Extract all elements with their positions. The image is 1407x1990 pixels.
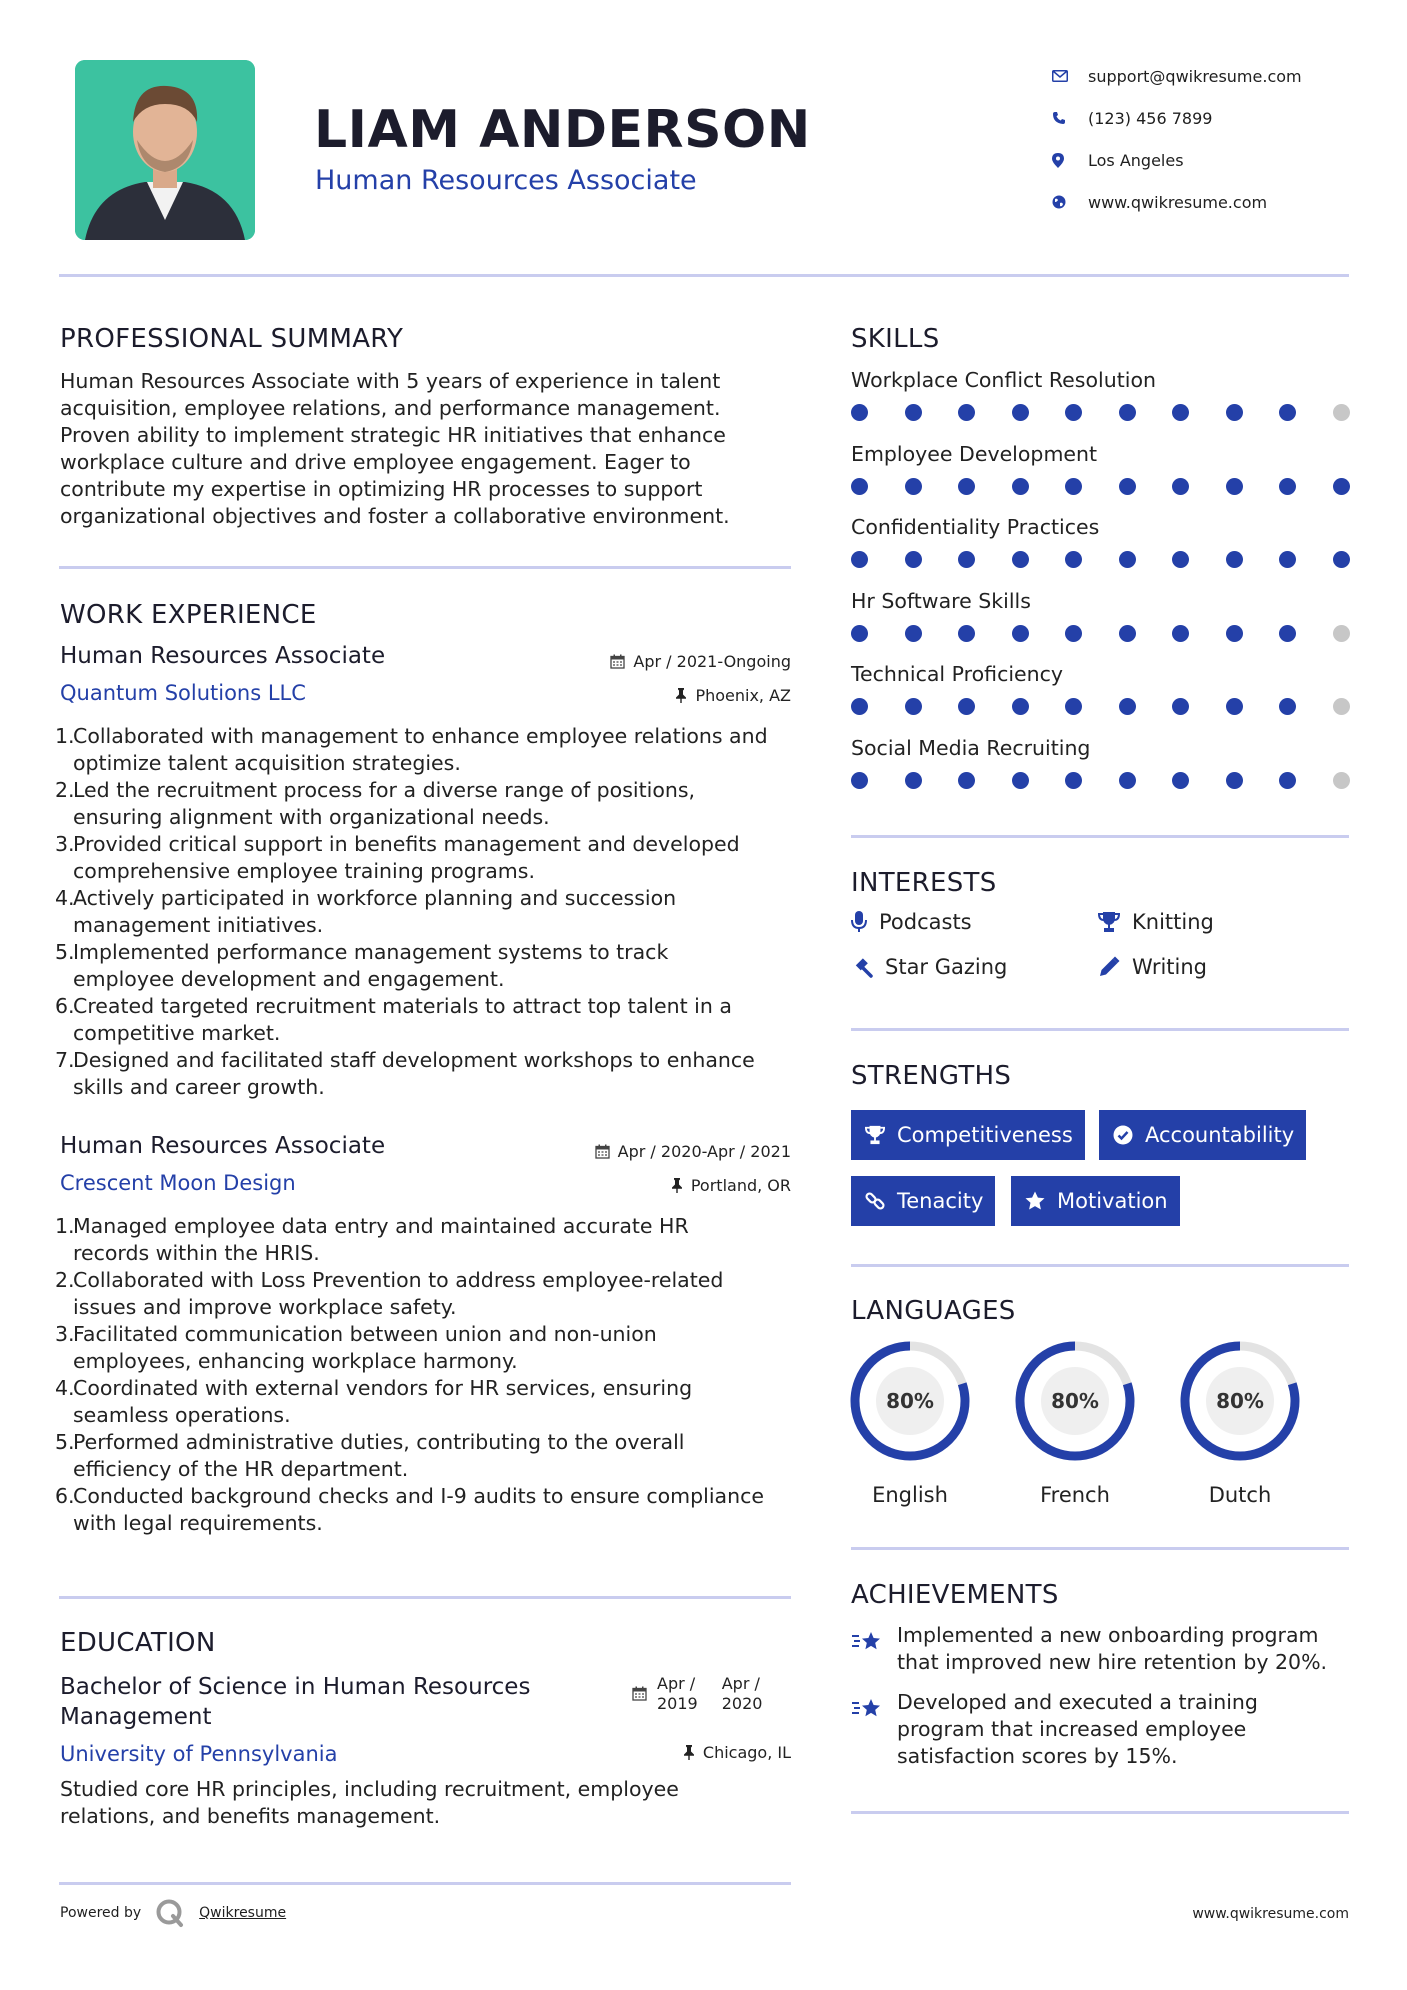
item-line: issues and improve workplace safety. — [73, 1295, 457, 1319]
calendar-icon — [595, 1144, 610, 1159]
skill-name: Workplace Conflict Resolution — [851, 368, 1156, 392]
rating-dot-filled — [851, 478, 868, 495]
rating-dot-filled — [958, 698, 975, 715]
interest-item — [851, 910, 972, 934]
interest-label: Star Gazing — [885, 955, 1008, 979]
item-text — [73, 1321, 800, 1375]
item-text — [73, 1267, 800, 1321]
degree-line: Management — [60, 1704, 212, 1730]
interest-item — [1098, 955, 1207, 979]
list-item — [55, 723, 800, 777]
interest-item — [1098, 910, 1214, 934]
rating-dot-empty — [1333, 404, 1350, 421]
email-text: support@qwikresume.com — [1088, 66, 1302, 86]
section-divider — [59, 566, 791, 569]
achievement-line: satisfaction scores by 15%. — [897, 1744, 1178, 1768]
footer-divider — [59, 1882, 791, 1885]
phone-text: (123) 456 7899 — [1088, 108, 1213, 128]
item-line: Collaborated with Loss Prevention to address employee-related — [73, 1268, 724, 1292]
rating-dot-empty — [1333, 772, 1350, 789]
trophy-icon — [1098, 911, 1120, 933]
job-location — [675, 686, 791, 705]
strength-label: Motivation — [1057, 1189, 1168, 1213]
contact-location — [1048, 139, 1378, 181]
rating-dot-filled — [1172, 625, 1189, 642]
list-item — [55, 777, 800, 831]
rating-dot-filled — [851, 551, 868, 568]
rating-dot-filled — [1172, 551, 1189, 568]
language-percent: 80% — [1216, 1389, 1264, 1413]
summary-text — [60, 368, 800, 530]
item-number: 6. — [55, 1484, 75, 1508]
rating-dot-filled — [1333, 551, 1350, 568]
location-text: Portland, OR — [690, 1176, 791, 1195]
summary-line: contribute my expertise in optimizing HR processes to support — [60, 477, 703, 501]
location-text: Los Angeles — [1088, 150, 1184, 170]
item-number: 5. — [55, 1430, 75, 1454]
degree-line: Bachelor of Science in Human Resources — [60, 1674, 531, 1700]
rating-dot-filled — [1279, 772, 1296, 789]
item-line: with legal requirements. — [73, 1511, 323, 1535]
rating-dot-filled — [958, 404, 975, 421]
education-description — [60, 1776, 800, 1830]
rating-dot-filled — [1226, 404, 1243, 421]
rating-dot-filled — [1226, 772, 1243, 789]
item-line: Performed administrative duties, contributing to the overall — [73, 1430, 685, 1454]
location-text: Chicago, IL — [702, 1743, 791, 1762]
link-icon — [865, 1191, 885, 1211]
website-text: www.qwikresume.com — [1088, 192, 1268, 212]
person-avatar-icon — [75, 60, 255, 240]
skill-name: Confidentiality Practices — [851, 515, 1100, 539]
interest-label: Writing — [1132, 955, 1207, 979]
rating-dot-filled — [1226, 478, 1243, 495]
end-month: Apr / — [721, 1674, 760, 1693]
item-line: Conducted background checks and I-9 audits to ensure compliance — [73, 1484, 764, 1508]
language-name: French — [1040, 1483, 1110, 1507]
skill-name: Hr Software Skills — [851, 588, 1031, 613]
rating-dot-filled — [851, 698, 868, 715]
calendar-icon — [610, 654, 625, 669]
end-year: 2020 — [721, 1694, 763, 1713]
skill-item — [851, 442, 1351, 495]
skill-rating — [851, 625, 1350, 642]
item-text — [73, 885, 800, 939]
rating-dot-filled — [1119, 551, 1136, 568]
language-name: Dutch — [1208, 1483, 1272, 1507]
education-location — [683, 1743, 791, 1762]
rating-dot-filled — [1012, 551, 1029, 568]
rating-dot-filled — [1226, 698, 1243, 715]
rating-dot-filled — [851, 404, 868, 421]
job-dates — [610, 652, 791, 671]
item-text — [73, 1047, 800, 1101]
rating-dot-filled — [851, 625, 868, 642]
language-progress-ring — [1178, 1339, 1302, 1463]
rating-dot-filled — [905, 478, 922, 495]
list-item — [55, 1483, 800, 1537]
footer-powered-by — [60, 1898, 286, 1928]
item-line: Facilitated communication between union and non-union — [73, 1322, 657, 1346]
rating-dot-filled — [1226, 625, 1243, 642]
item-line: management initiatives. — [73, 913, 324, 937]
location-text: Phoenix, AZ — [695, 686, 791, 705]
achievement-text — [897, 1689, 1258, 1770]
job-dates — [595, 1142, 791, 1161]
list-item — [55, 1047, 800, 1101]
item-line: records within the HRIS. — [73, 1241, 320, 1265]
powered-by-text: Powered by — [60, 1905, 142, 1921]
achievement-line: that improved new hire retention by 20%. — [897, 1650, 1328, 1674]
education-heading: EDUCATION — [60, 1628, 216, 1658]
gavel-icon — [851, 956, 873, 978]
rating-dot-filled — [1279, 625, 1296, 642]
rating-dot-filled — [905, 625, 922, 642]
item-line: employee development and engagement. — [73, 967, 505, 991]
pushpin-icon — [675, 688, 687, 703]
microphone-icon — [851, 911, 867, 933]
rating-dot-filled — [1119, 698, 1136, 715]
footer-url[interactable]: www.qwikresume.com — [1192, 1906, 1349, 1922]
rating-dot-filled — [958, 625, 975, 642]
job-location — [671, 1176, 791, 1195]
star-icon — [1025, 1191, 1045, 1211]
skill-rating — [851, 551, 1350, 568]
strength-label: Accountability — [1145, 1123, 1295, 1147]
language-progress-ring — [1013, 1339, 1137, 1463]
start-year: 2019 — [657, 1694, 698, 1713]
contact-email[interactable] — [1048, 55, 1378, 97]
rating-dot-filled — [1119, 478, 1136, 495]
list-item — [55, 939, 800, 993]
section-divider — [851, 1547, 1349, 1550]
rating-dot-filled — [1333, 478, 1350, 495]
item-number: 1. — [55, 724, 75, 748]
item-number: 2. — [55, 778, 75, 802]
skill-item — [851, 368, 1351, 421]
dates-text: Apr / 2021-Ongoing — [633, 652, 791, 671]
languages-heading: LANGUAGES — [851, 1296, 1016, 1326]
summary-line: organizational objectives and foster a collaborative environment. — [60, 504, 730, 528]
rating-dot-filled — [905, 551, 922, 568]
item-number: 1. — [55, 1214, 75, 1238]
item-text — [73, 723, 800, 777]
job-title: Human Resources Associate — [60, 643, 386, 669]
degree-title — [60, 1672, 530, 1732]
item-line: Provided critical support in benefits management and developed — [73, 832, 740, 856]
envelope-icon — [1048, 70, 1088, 82]
section-divider — [851, 835, 1349, 838]
section-divider — [851, 1264, 1349, 1267]
interest-label: Podcasts — [879, 910, 972, 934]
summary-line: acquisition, employee relations, and performance management. — [60, 396, 721, 420]
rating-dot-filled — [1119, 404, 1136, 421]
interest-item — [851, 955, 1007, 979]
list-item — [55, 1375, 800, 1429]
achievement-line: program that increased employee — [897, 1717, 1247, 1741]
map-pin-icon — [1048, 153, 1088, 168]
list-item — [55, 1429, 800, 1483]
item-text — [73, 939, 800, 993]
skill-item — [851, 515, 1351, 568]
rating-dot-filled — [905, 772, 922, 789]
work-heading: WORK EXPERIENCE — [60, 600, 317, 630]
achievement-line: Developed and executed a training — [897, 1690, 1258, 1714]
rating-dot-filled — [1279, 698, 1296, 715]
description-line: Studied core HR principles, including recruitment, employee — [60, 1777, 679, 1801]
rating-dot-filled — [1279, 404, 1296, 421]
pushpin-icon — [683, 1745, 695, 1760]
dates-text: Apr / 2020-Apr / 2021 — [617, 1142, 791, 1161]
language-item — [1178, 1339, 1302, 1507]
item-line: comprehensive employee training programs. — [73, 859, 535, 883]
start-month: Apr / — [657, 1674, 696, 1693]
item-text — [73, 1429, 800, 1483]
list-item — [55, 1267, 800, 1321]
item-line: Created targeted recruitment materials to attract top talent in a — [73, 994, 732, 1018]
item-line: skills and career growth. — [73, 1075, 325, 1099]
strength-label: Competitiveness — [897, 1123, 1073, 1147]
qwikresume-logo-icon — [155, 1898, 185, 1928]
item-text — [73, 993, 800, 1047]
skill-item — [851, 736, 1351, 789]
item-number: 3. — [55, 832, 75, 856]
achievement-item — [851, 1622, 1349, 1676]
item-line: Led the recruitment process for a diverse range of positions, — [73, 778, 696, 802]
strength-badge — [851, 1110, 1085, 1160]
job-duties-list — [55, 1213, 800, 1537]
calendar-icon — [632, 1686, 647, 1701]
item-text — [73, 1375, 800, 1429]
rating-dot-filled — [1279, 551, 1296, 568]
item-line: ensuring alignment with organizational needs. — [73, 805, 550, 829]
candidate-name: LIAM ANDERSON — [314, 100, 811, 160]
header-divider — [59, 274, 1349, 277]
item-number: 4. — [55, 886, 75, 910]
pencil-icon — [1098, 956, 1120, 978]
list-item — [55, 993, 800, 1047]
list-item — [55, 831, 800, 885]
summary-heading: PROFESSIONAL SUMMARY — [60, 324, 404, 354]
company-name: Crescent Moon Design — [60, 1171, 296, 1195]
list-item — [55, 1321, 800, 1375]
rating-dot-filled — [1065, 404, 1082, 421]
globe-icon — [1048, 195, 1088, 209]
item-number: 2. — [55, 1268, 75, 1292]
rating-dot-filled — [905, 404, 922, 421]
skill-rating — [851, 772, 1350, 789]
item-line: Coordinated with external vendors for HR services, ensuring — [73, 1376, 693, 1400]
skill-name: Social Media Recruiting — [851, 735, 1091, 760]
phone-icon — [1048, 111, 1088, 125]
language-name: English — [872, 1483, 948, 1507]
rating-dot-filled — [1119, 625, 1136, 642]
item-line: Designed and facilitated staff development workshops to enhance — [73, 1048, 755, 1072]
star-burst-icon — [851, 1695, 885, 1723]
item-number: 3. — [55, 1322, 75, 1346]
rating-dot-filled — [1012, 772, 1029, 789]
summary-line: Proven ability to implement strategic HR initiatives that enhance — [60, 423, 726, 447]
company-name: Quantum Solutions LLC — [60, 681, 306, 705]
item-text — [73, 1483, 800, 1537]
job-duties-list — [55, 723, 800, 1101]
description-line: relations, and benefits management. — [60, 1804, 441, 1828]
summary-line: workplace culture and drive employee engagement. Eager to — [60, 450, 691, 474]
skill-name: Employee Development — [851, 441, 1098, 466]
rating-dot-filled — [1279, 478, 1296, 495]
achievement-text — [897, 1622, 1327, 1676]
list-item — [55, 885, 800, 939]
achievement-line: Implemented a new onboarding program — [897, 1623, 1319, 1647]
achievements-heading: ACHIEVEMENTS — [851, 1580, 1059, 1610]
item-text — [73, 777, 800, 831]
strength-badge — [851, 1176, 995, 1226]
strength-badge — [1099, 1110, 1306, 1160]
end-date — [708, 1674, 763, 1714]
education-dates — [632, 1674, 762, 1714]
rating-dot-filled — [958, 478, 975, 495]
rating-dot-filled — [1012, 698, 1029, 715]
strength-label: Tenacity — [897, 1189, 984, 1213]
language-percent: 80% — [886, 1389, 934, 1413]
summary-line: Human Resources Associate with 5 years of experience in talent — [60, 369, 721, 393]
skill-rating — [851, 698, 1350, 715]
start-date — [657, 1674, 698, 1714]
item-line: employees, enhancing workplace harmony. — [73, 1349, 518, 1373]
rating-dot-filled — [851, 772, 868, 789]
item-line: optimize talent acquisition strategies. — [73, 751, 461, 775]
item-number: 6. — [55, 994, 75, 1018]
item-line: Collaborated with management to enhance employee relations and — [73, 724, 768, 748]
pushpin-icon — [671, 1178, 683, 1193]
section-divider — [851, 1811, 1349, 1814]
strength-badge — [1011, 1176, 1180, 1226]
rating-dot-filled — [1226, 551, 1243, 568]
item-text — [73, 1213, 800, 1267]
rating-dot-empty — [1333, 625, 1350, 642]
rating-dot-filled — [1172, 404, 1189, 421]
language-progress-ring — [848, 1339, 972, 1463]
rating-dot-filled — [905, 698, 922, 715]
rating-dot-filled — [1172, 478, 1189, 495]
rating-dot-filled — [1172, 772, 1189, 789]
item-number: 5. — [55, 940, 75, 964]
rating-dot-filled — [1065, 551, 1082, 568]
rating-dot-filled — [958, 772, 975, 789]
strengths-heading: STRENGTHS — [851, 1061, 1012, 1091]
check-circle-icon — [1113, 1125, 1133, 1145]
star-burst-icon — [851, 1628, 885, 1656]
contact-block — [1048, 55, 1378, 223]
contact-phone[interactable] — [1048, 97, 1378, 139]
achievement-item — [851, 1689, 1349, 1770]
brand-link[interactable]: Qwikresume — [199, 1905, 287, 1921]
section-divider — [59, 1596, 791, 1599]
rating-dot-filled — [1065, 698, 1082, 715]
item-line: seamless operations. — [73, 1403, 291, 1427]
language-item — [848, 1339, 972, 1507]
item-line: efficiency of the HR department. — [73, 1457, 409, 1481]
section-divider — [851, 1028, 1349, 1031]
skill-item — [851, 662, 1351, 715]
rating-dot-filled — [1012, 625, 1029, 642]
job-title: Human Resources Associate — [60, 1133, 386, 1159]
skill-rating — [851, 404, 1350, 421]
list-item — [55, 1213, 800, 1267]
profile-photo — [75, 60, 255, 240]
item-line: Actively participated in workforce planning and succession — [73, 886, 677, 910]
rating-dot-filled — [1012, 478, 1029, 495]
school-name: University of Pennsylvania — [60, 1742, 338, 1766]
item-line: competitive market. — [73, 1021, 281, 1045]
trophy-icon — [865, 1125, 885, 1145]
item-line: Implemented performance management systems to track — [73, 940, 669, 964]
contact-website[interactable] — [1048, 181, 1378, 223]
rating-dot-empty — [1333, 698, 1350, 715]
interests-heading: INTERESTS — [851, 868, 997, 898]
skill-item — [851, 589, 1351, 642]
item-number: 7. — [55, 1048, 75, 1072]
rating-dot-filled — [958, 551, 975, 568]
rating-dot-filled — [1012, 404, 1029, 421]
item-number: 4. — [55, 1376, 75, 1400]
language-item — [1013, 1339, 1137, 1507]
interest-label: Knitting — [1132, 910, 1214, 934]
item-line: Managed employee data entry and maintained accurate HR — [73, 1214, 689, 1238]
language-percent: 80% — [1051, 1389, 1099, 1413]
item-text — [73, 831, 800, 885]
skill-rating — [851, 478, 1350, 495]
rating-dot-filled — [1172, 698, 1189, 715]
rating-dot-filled — [1065, 772, 1082, 789]
rating-dot-filled — [1119, 772, 1136, 789]
rating-dot-filled — [1065, 625, 1082, 642]
skills-heading: SKILLS — [851, 324, 940, 354]
candidate-title: Human Resources Associate — [315, 165, 697, 196]
skill-name: Technical Proficiency — [851, 662, 1064, 686]
rating-dot-filled — [1065, 478, 1082, 495]
